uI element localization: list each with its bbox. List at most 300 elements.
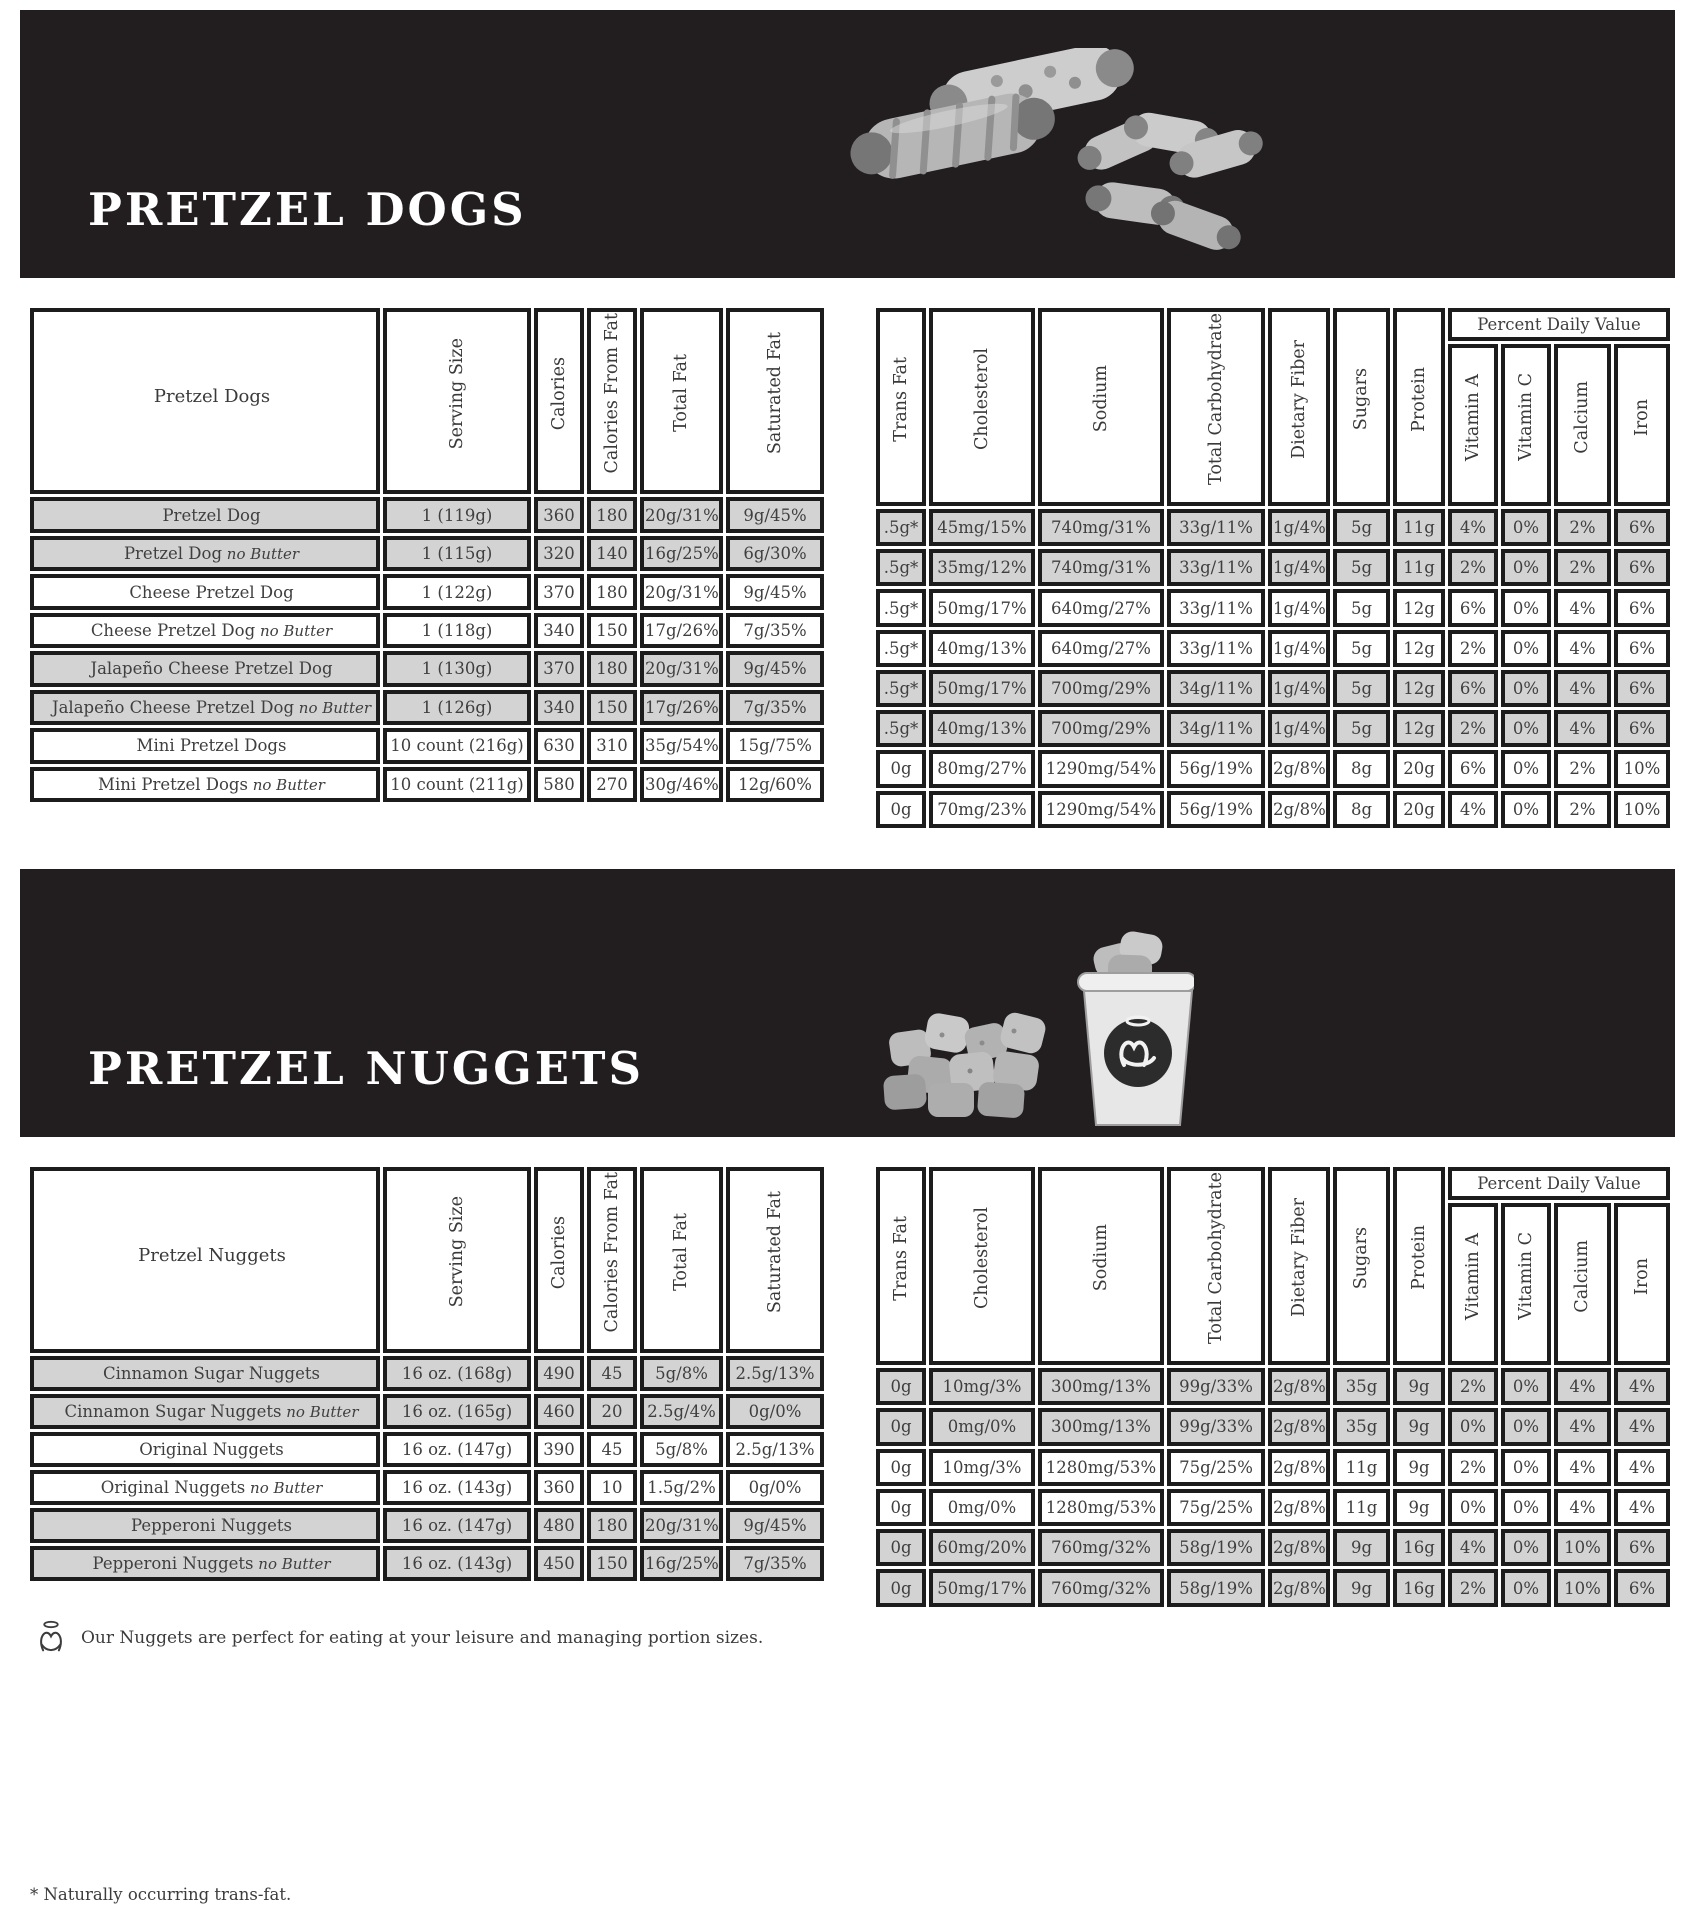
section-title-pretzel-nuggets: PRETZEL NUGGETS [88,1041,644,1095]
value-cell: 12g [1393,630,1445,667]
column-header-label: Iron [1631,398,1652,436]
column-header-label: Calcium [1572,1239,1593,1313]
value-cell: 0g [876,1408,926,1445]
value-cell: 16 oz. (143g) [383,1546,531,1581]
column-header-label: Dietary Fiber [1288,1198,1309,1318]
value-cell: 5g [1333,710,1390,747]
value-cell: 0mg/0% [929,1408,1035,1445]
column-header [534,308,584,494]
value-cell: 10% [1554,1569,1611,1606]
item-name-suffix: no Butter [222,545,300,564]
table-row [876,549,1670,586]
column-header-label: Protein [1408,366,1429,432]
value-cell: 5g [1333,670,1390,707]
value-cell: 9g/45% [726,1508,824,1543]
column-header-label: Sodium [1090,365,1111,433]
column-header [929,1167,1035,1365]
value-cell: 7g/35% [726,690,824,725]
value-cell: 50mg/17% [929,670,1035,707]
table-row [30,613,824,648]
value-cell: 9g/45% [726,574,824,609]
value-cell: 1 (115g) [383,536,531,571]
column-header-label: Calories From Fat [601,1171,622,1333]
value-cell: 2g/8% [1268,1569,1330,1606]
value-cell: 0% [1501,509,1551,546]
value-cell: 9g/45% [726,497,824,532]
item-name: Cheese Pretzel Dog [90,620,256,640]
column-header [1333,1167,1390,1365]
value-cell: 45 [587,1356,637,1391]
value-cell: 40mg/13% [929,630,1035,667]
column-header [1501,1203,1551,1365]
value-cell: 34g/11% [1167,710,1265,747]
value-cell: 370 [534,651,584,686]
value-cell: 33g/11% [1167,549,1265,586]
value-cell: 2g/8% [1268,1408,1330,1445]
table-row [876,1368,1670,1405]
column-header-label: Vitamin A [1462,373,1483,461]
value-cell: 6% [1614,670,1670,707]
pretzel-dogs-right-table [873,305,1673,831]
table-row [30,1546,824,1581]
column-header [1268,1167,1330,1365]
value-cell: 4% [1448,509,1498,546]
column-header-label: Trans Fat [890,356,911,442]
value-cell: 56g/19% [1167,750,1265,787]
value-cell: 390 [534,1432,584,1467]
table-row [30,1394,824,1429]
item-name-cell [30,1356,380,1391]
column-header [1333,308,1390,506]
value-cell: 640mg/27% [1038,589,1164,626]
value-cell: 340 [534,690,584,725]
value-cell: 5g [1333,549,1390,586]
column-header-label: Vitamin C [1515,373,1536,462]
value-cell: 6% [1448,750,1498,787]
nuggets-footnote [36,1620,1695,1656]
pretzel-nuggets-tables [27,1164,1673,1598]
value-cell: 2g/8% [1268,1529,1330,1566]
value-cell: 10 count (216g) [383,728,531,763]
value-cell: 4% [1554,710,1611,747]
value-cell: 33g/11% [1167,630,1265,667]
value-cell: 6% [1614,589,1670,626]
column-header [726,308,824,494]
column-header-label: Total Carbohydrate [1205,313,1226,485]
value-cell: 1.5g/2% [640,1470,723,1505]
value-cell: 12g/60% [726,767,824,802]
value-cell: 10% [1614,750,1670,787]
value-cell: 20g [1393,791,1445,828]
value-cell: 12g [1393,670,1445,707]
value-cell: 0mg/0% [929,1489,1035,1526]
item-name: Pepperoni Nuggets [92,1553,254,1573]
value-cell: 740mg/31% [1038,509,1164,546]
table-row [30,536,824,571]
value-cell: 2g/8% [1268,1449,1330,1486]
item-name-cell [30,690,380,725]
column-header-label: Saturated Fat [764,1191,785,1314]
table-row [876,750,1670,787]
item-name: Jalapeño Cheese Pretzel Dog [90,659,333,679]
value-cell: 9g [1393,1408,1445,1445]
value-cell: 460 [534,1394,584,1429]
value-cell: 9g/45% [726,651,824,686]
value-cell: 700mg/29% [1038,670,1164,707]
value-cell: 7g/35% [726,613,824,648]
value-cell: 16 oz. (143g) [383,1470,531,1505]
value-cell: 9g [1393,1449,1445,1486]
column-header-label: Vitamin C [1515,1232,1536,1321]
value-cell: 740mg/31% [1038,549,1164,586]
column-header-label: Protein [1408,1225,1429,1291]
table-row [876,710,1670,747]
value-cell: 1 (126g) [383,690,531,725]
value-cell: 11g [1393,509,1445,546]
value-cell: 9g [1393,1368,1445,1405]
value-cell: 180 [587,651,637,686]
item-name-cell [30,651,380,686]
value-cell: 320 [534,536,584,571]
column-header [1501,344,1551,506]
value-cell: 1 (119g) [383,497,531,532]
table-row [30,690,824,725]
value-cell: 50mg/17% [929,589,1035,626]
item-name-cell [30,613,380,648]
value-cell: 2.5g/13% [726,1432,824,1467]
item-name-cell [30,1394,380,1429]
value-cell: 2g/8% [1268,1368,1330,1405]
pretzel-dogs-tables [27,305,1673,819]
value-cell: 0% [1501,1408,1551,1445]
value-cell: 2% [1448,549,1498,586]
item-name-suffix: no Butter [294,698,372,717]
value-cell: 4% [1554,1449,1611,1486]
table-label: Pretzel Dogs [153,385,271,407]
value-cell: 10mg/3% [929,1368,1035,1405]
value-cell: 180 [587,1508,637,1543]
value-cell: 150 [587,613,637,648]
value-cell: 1280mg/53% [1038,1449,1164,1486]
table-label-cell [30,1167,380,1353]
value-cell: 0% [1501,791,1551,828]
column-header-label: Calories From Fat [601,313,622,474]
value-cell: 0% [1501,589,1551,626]
value-cell: 2g/8% [1268,791,1330,828]
value-cell: 0g [876,1489,926,1526]
value-cell: 40mg/13% [929,710,1035,747]
item-name-cell [30,1546,380,1581]
value-cell: 2g/8% [1268,750,1330,787]
value-cell: 0% [1501,1569,1551,1606]
column-header-label: Serving Size [446,337,467,449]
pretzel-dogs-banner [20,10,1675,278]
value-cell: 150 [587,1546,637,1581]
value-cell: 9g [1333,1529,1390,1566]
item-name-cell [30,574,380,609]
table-row [30,728,824,763]
table-row [876,1529,1670,1566]
table-label-cell [30,308,380,494]
pretzel-dogs-left-table [27,305,827,805]
value-cell: 0% [1448,1489,1498,1526]
item-name-suffix: no Butter [255,621,333,640]
value-cell: .5g* [876,589,926,626]
table-row [876,791,1670,828]
item-name: Pretzel Dog [162,505,261,525]
column-header [1448,344,1498,506]
value-cell: 0% [1501,670,1551,707]
value-cell: 20g/31% [640,497,723,532]
pretzel-nuggets-right-table [873,1164,1673,1610]
value-cell: 6% [1614,509,1670,546]
value-cell: 6% [1614,1569,1670,1606]
item-name: Jalapeño Cheese Pretzel Dog [51,697,295,717]
table-row [30,1432,824,1467]
value-cell: 0g/0% [726,1394,824,1429]
value-cell: 6% [1614,630,1670,667]
column-header [876,308,926,506]
value-cell: 30g/46% [640,767,723,802]
value-cell: .5g* [876,630,926,667]
column-header-label: Dietary Fiber [1288,339,1309,459]
value-cell: 20g/31% [640,651,723,686]
table-row [876,670,1670,707]
value-cell: 0g [876,750,926,787]
value-cell: 2g/8% [1268,1489,1330,1526]
value-cell: 70mg/23% [929,791,1035,828]
value-cell: 4% [1614,1489,1670,1526]
value-cell: 4% [1614,1449,1670,1486]
value-cell: 0g [876,1529,926,1566]
item-name-suffix: no Butter [245,1479,323,1498]
value-cell: 2% [1448,1449,1498,1486]
value-cell: 360 [534,1470,584,1505]
value-cell: 0% [1501,1449,1551,1486]
value-cell: 11g [1393,549,1445,586]
column-header-label: Total Carbohydrate [1205,1171,1226,1344]
table-row [30,574,824,609]
value-cell: 16 oz. (168g) [383,1356,531,1391]
value-cell: 0% [1501,1368,1551,1405]
value-cell: 11g [1333,1489,1390,1526]
item-name: Mini Pretzel Dogs [136,736,287,756]
value-cell: 6% [1614,549,1670,586]
value-cell: 0g [876,1368,926,1405]
value-cell: 20 [587,1394,637,1429]
value-cell: 56g/19% [1167,791,1265,828]
value-cell: 760mg/32% [1038,1529,1164,1566]
value-cell: .5g* [876,710,926,747]
value-cell: 310 [587,728,637,763]
column-header [534,1167,584,1353]
value-cell: 2% [1448,630,1498,667]
value-cell: 20g/31% [640,1508,723,1543]
item-name: Cinnamon Sugar Nuggets [64,1402,282,1422]
value-cell: 10mg/3% [929,1449,1035,1486]
column-header [1614,344,1670,506]
value-cell: 630 [534,728,584,763]
value-cell: 0% [1448,1408,1498,1445]
value-cell: 1g/4% [1268,670,1330,707]
column-header-label: Calories [548,1215,569,1289]
item-name: Cheese Pretzel Dog [129,582,294,602]
column-header [1167,1167,1265,1365]
value-cell: 4% [1554,1368,1611,1405]
item-name: Original Nuggets [139,1440,284,1460]
column-header [587,308,637,494]
value-cell: 2.5g/4% [640,1394,723,1429]
column-header [383,1167,531,1353]
value-cell: 6g/30% [726,536,824,571]
value-cell: 45mg/15% [929,509,1035,546]
value-cell: 370 [534,574,584,609]
value-cell: 300mg/13% [1038,1408,1164,1445]
pretzel-nuggets-banner [20,869,1675,1137]
value-cell: 10 [587,1470,637,1505]
table-row [876,630,1670,667]
value-cell: 35mg/12% [929,549,1035,586]
value-cell: 58g/19% [1167,1569,1265,1606]
value-cell: .5g* [876,549,926,586]
value-cell: 1 (122g) [383,574,531,609]
column-header [383,308,531,494]
value-cell: 6% [1614,710,1670,747]
value-cell: 1g/4% [1268,710,1330,747]
value-cell: 17g/26% [640,613,723,648]
table-row [876,1489,1670,1526]
table-row [30,1508,824,1543]
column-header [1268,308,1330,506]
table-row [30,651,824,686]
value-cell: 99g/33% [1167,1408,1265,1445]
column-header-label: Trans Fat [890,1215,911,1301]
item-name-cell [30,1470,380,1505]
column-header-label: Iron [1631,1257,1652,1295]
value-cell: 2.5g/13% [726,1356,824,1391]
value-cell: 16g [1393,1529,1445,1566]
item-name: Pretzel Dog [123,544,223,564]
value-cell: 4% [1554,630,1611,667]
value-cell: 5g [1333,630,1390,667]
value-cell: 300mg/13% [1038,1368,1164,1405]
value-cell: 4% [1554,589,1611,626]
value-cell: 99g/33% [1167,1368,1265,1405]
value-cell: .5g* [876,509,926,546]
value-cell: 1 (130g) [383,651,531,686]
item-name: Original Nuggets [100,1478,246,1498]
value-cell: 35g/54% [640,728,723,763]
value-cell: 4% [1614,1408,1670,1445]
value-cell: 180 [587,574,637,609]
table-row [876,1449,1670,1486]
value-cell: 6% [1448,589,1498,626]
value-cell: 10% [1614,791,1670,828]
value-cell: 0% [1501,710,1551,747]
value-cell: 10 count (211g) [383,767,531,802]
value-cell: 10% [1554,1529,1611,1566]
value-cell: 12g [1393,710,1445,747]
column-header-label: Vitamin A [1462,1232,1483,1320]
column-header [640,1167,723,1353]
value-cell: 4% [1614,1368,1670,1405]
value-cell: 0g [876,791,926,828]
value-cell: 1290mg/54% [1038,750,1164,787]
value-cell: 33g/11% [1167,509,1265,546]
value-cell: 580 [534,767,584,802]
percent-daily-value-header: Percent Daily Value [1448,1167,1670,1200]
column-header [587,1167,637,1353]
value-cell: 16g [1393,1569,1445,1606]
column-header-label: Total Fat [671,1213,692,1292]
value-cell: 8g [1333,791,1390,828]
value-cell: 16 oz. (147g) [383,1432,531,1467]
value-cell: 0g/0% [726,1470,824,1505]
table-row [876,1569,1670,1606]
value-cell: 2% [1554,791,1611,828]
item-name: Pepperoni Nuggets [130,1515,293,1535]
value-cell: 9g [1393,1489,1445,1526]
column-header-label: Calcium [1572,380,1593,454]
table-row [30,1470,824,1505]
table-row [876,509,1670,546]
column-header-label: Calories [548,356,569,430]
value-cell: 60mg/20% [929,1529,1035,1566]
value-cell: 5g [1333,509,1390,546]
column-header-label: Total Fat [671,354,692,433]
value-cell: 1g/4% [1268,549,1330,586]
value-cell: .5g* [876,670,926,707]
value-cell: 4% [1554,1408,1611,1445]
value-cell: 15g/75% [726,728,824,763]
column-header [1448,1203,1498,1365]
item-name-cell [30,767,380,802]
value-cell: 4% [1448,791,1498,828]
item-name-suffix: no Butter [247,775,325,794]
column-header-label: Sodium [1090,1224,1111,1292]
value-cell: 1g/4% [1268,589,1330,626]
column-header [1038,1167,1164,1365]
value-cell: 1 (118g) [383,613,531,648]
value-cell: 0% [1501,750,1551,787]
column-header-label: Saturated Fat [764,332,785,455]
table-row [30,1356,824,1391]
value-cell: 16g/25% [640,1546,723,1581]
value-cell: 0g [876,1569,926,1606]
table-row [30,497,824,532]
pretzel-dogs-photo [835,48,1265,266]
value-cell: 5g/8% [640,1432,723,1467]
item-name-cell [30,1508,380,1543]
value-cell: 80mg/27% [929,750,1035,787]
value-cell: 12g [1393,589,1445,626]
value-cell: 4% [1554,670,1611,707]
value-cell: 75g/25% [1167,1449,1265,1486]
pretzel-nuggets-left-table [27,1164,827,1584]
table-label: Pretzel Nuggets [138,1244,286,1266]
item-name-suffix: no Butter [253,1554,331,1573]
table-row [876,589,1670,626]
column-header [1554,344,1611,506]
value-cell: 1g/4% [1268,509,1330,546]
item-name: Cinnamon Sugar Nuggets [103,1364,320,1384]
value-cell: 140 [587,536,637,571]
value-cell: 2% [1448,710,1498,747]
value-cell: 50mg/17% [929,1569,1035,1606]
value-cell: 16g/25% [640,536,723,571]
item-name: Mini Pretzel Dogs [98,774,248,794]
value-cell: 20g [1393,750,1445,787]
